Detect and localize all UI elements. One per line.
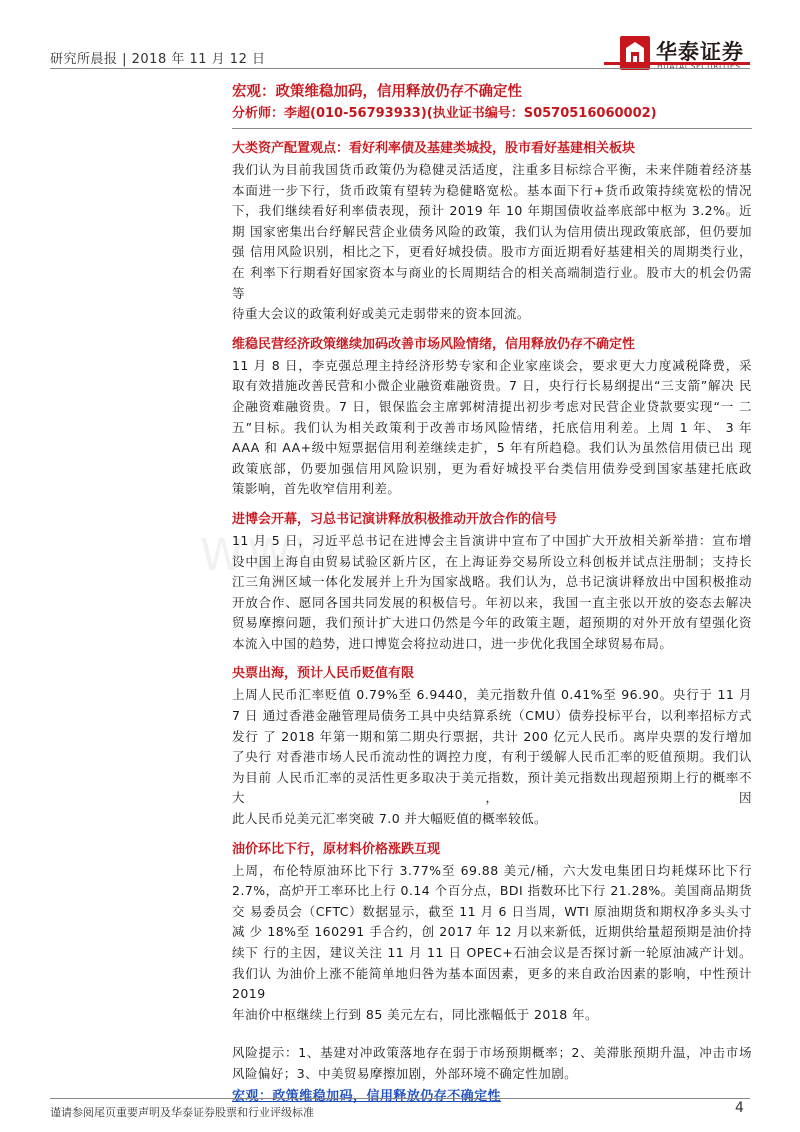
paragraph-line: 上周人民币汇率贬值 0.79%至 6.9440，美元指数升值 0.41%至 96.90。央行于 11 月 7 日 [232,687,752,724]
paragraph-line: 待重大会议的政策利好或美元走弱带来的资本回流。 [232,306,530,322]
section-import-expo [232,510,752,655]
paragraph-line: 国家密集出台纾解民营企业债务风险的政策，我们认为信用债出现政策底部，但仍要加强 [232,223,753,260]
paragraph-line: 通过香港金融管理局债务工具中央结算系统（CMU）债券投标平台，以利率招标方式发行 [232,708,752,744]
paragraph-line: 二五”目标。我们认为相关政策利于改善市场风险情绪，托底信用利差。上周 1 年、 [232,398,752,435]
paragraph-line: 设中国上海自由贸易试验区新片区，在上海证券交易所设立科创板并试点注册制；支持长 [232,553,752,569]
section-heading: 维稳民营经济政策继续加码改善市场风险情绪，信用释放仍存不确定性 [232,336,636,352]
logo-chinese-name: 华泰证券 [656,40,744,64]
paragraph-line: 少 18%至 160291 手合约，创 2017 年 12 月以来新低，近期供给量超预期是油价持续下 [232,924,752,960]
header-accent-bar [604,62,750,65]
section-asset-allocation [232,139,752,325]
paragraph-line: 我们认为目前我国货币政策仍为稳健灵活适度，注重多目标综合平衡，未来伴随着经济基 [232,162,752,177]
section-oil-prices [232,840,752,1026]
logo-english-name: HUATAI SECURITIES [657,62,741,71]
article-body [232,82,752,1106]
paragraph-line: 对香港市场人民币流动性的调控力度，有利于缓解人民币汇率的贬值预期。我们认为目前 [232,749,752,785]
section-heading: 油价环比下行，原材料价格涨跌互现 [232,841,441,857]
paragraph-line: 此人民币兑美元汇率突破 7.0 并大幅贬值的概率较低。 [232,811,547,827]
section-heading: 进博会开幕，习总书记演讲释放积极推动开放合作的信号 [232,511,558,527]
watermark: WWW [200,530,343,581]
paragraph-line: 本流入中国的趋势，进口博览会将拉动进口，进一步优化我国全球贸易布局。 [232,635,673,651]
article-link[interactable]: 宏观：政策维稳加码，信用释放仍存不确定性 [232,1088,502,1104]
section-paragraph [232,861,752,1026]
section-heading: 央票出海，预计人民币贬值有限 [232,666,415,682]
paragraph-line: 2.7%，高炉开工率环比上行 0.14 个百分点，BDI 指数环比下行 21.28%。美国商品期货交 [232,883,752,919]
paragraph-line: 上周，布伦特原油环比下行 3.77%至 69.88 美元/桶，六大发电集团日均耗煤环比下行 [232,862,752,878]
paragraph-line: 11 月 8 日，李克强总理主持经济形势专家和企业家座谈会，要求更大力度减税降费，采 [232,357,752,373]
section-paragraph [232,160,752,325]
section-private-economy [232,335,752,500]
paragraph-line: 行的主因，建议关注 11 月 11 日 OPEC+石油会议是否探讨新一轮原油减产计划。我们认 [232,945,752,981]
section-paragraph [232,356,752,500]
paragraph-line: 易委员会（CFTC）数据显示，截至 11 月 6 日当周，WTI 原油期货和期权净多头头寸减 [232,903,752,940]
paragraph-line: 了 2018 年第一期和第二期央行票据，共计 200 亿元人民币。离岸央票的发行增加了央行 [232,728,753,765]
risk-warning [232,1043,752,1105]
footer-disclaimer: 谨请参阅尾页重要声明及华泰证券股票和行业评级标准 [50,1106,314,1119]
paragraph-line: 策影响，首先收窄信用利差。 [232,481,401,497]
company-logo [620,36,760,76]
page-number: 4 [735,1100,744,1116]
header-divider [50,68,750,69]
risk-line: 风险提示：1、基建对冲政策落地存在弱于市场预期概率；2、美滞胀预期升温，冲击市场 [232,1045,752,1061]
paragraph-line: 贸易摩擦问题，我们预计扩大进口仍然是今年的政策主题，超预期的对外开放有望强化资 [232,615,752,631]
paragraph-line: 年油价中枢继续上行到 85 美元左右，同比涨幅低于 2018 年。 [232,1006,598,1022]
risk-paragraph [232,1043,752,1084]
section-heading: 大类资产配置观点：看好利率债及基建类城投，股市看好基建相关板块 [232,141,636,156]
paragraph-line: 本面进一步下行，货币政策有望转为稳健略宽松。基本面下行+货币政策持续宽松的情况 [232,182,752,198]
section-paragraph [232,531,752,655]
paragraph-line: 为油价上涨不能简单地归咎为基本面因素，更多的来自政治因素的影响，中性预计 2019 [232,965,752,1002]
analyst-line: 分析师：李超(010-56793933)(执业证书编号：S0570516060002) [232,106,657,121]
section-paragraph [232,685,752,829]
section-central-bank-bills [232,664,752,829]
paragraph-line: 信用风险识别，相比之下，更看好城投债。股市方面近期看好基建相关的周期类行业，在 [232,244,753,280]
paragraph-line: 下，我们继续看好利率债表现，预计 2019 年 10 年期国债收益率底部中枢为 3.2%。近期 [232,203,752,239]
paragraph-line: 3 年 AAA 和 AA+级中短票据信用利差继续走扩，5 年有所趋稳。我们认为虽然信用债已出 [232,419,752,456]
title-divider [232,128,752,129]
article-title: 宏观：政策维稳加码，信用释放仍存不确定性 [232,84,522,100]
paragraph-line: 开放合作、愿同各国共同发展的积极信号。年初以来，我国一直主张以开放的姿态去解决 [232,594,752,610]
paragraph-line: 取有效措施改善民营和小微企业融资难融资贵。7 日，央行行长易纲提出“三支箭”解决 [232,378,735,394]
risk-line: 风险偏好；3、中美贸易摩擦加剧，外部环境不确定性加剧。 [232,1065,578,1081]
paragraph-line: 江三角洲区域一体化发展并上升为国家战略。我们认为，总书记演讲释放出中国积极推动 [232,574,752,590]
report-header-line: 研究所晨报 | 2018 年 11 月 12 日 [50,52,266,67]
paragraph-line: 民企融资难融资贵。7 日，银保监会主席郭树清提出初步考虑对民营企业贷款要实现“一 [232,378,752,414]
footer-divider [50,1098,750,1099]
paragraph-line: 利率下行期看好国家资本与商业的长周期结合的相关高端制造行业。股市大的机会仍需等 [232,264,753,301]
paragraph-line: 现政策底部，仍要加强信用风险识别，更为看好城投平台类信用债券受到国家基建托底政 [232,440,752,476]
paragraph-line: 人民币汇率的灵活性更多取决于美元指数，预计美元指数出现超预期上行的概率不大，因 [232,769,752,806]
paragraph-line: 11 月 5 日，习近平总书记在进博会主旨演讲中宣布了中国扩大开放相关新举措：宣布增 [232,532,752,548]
